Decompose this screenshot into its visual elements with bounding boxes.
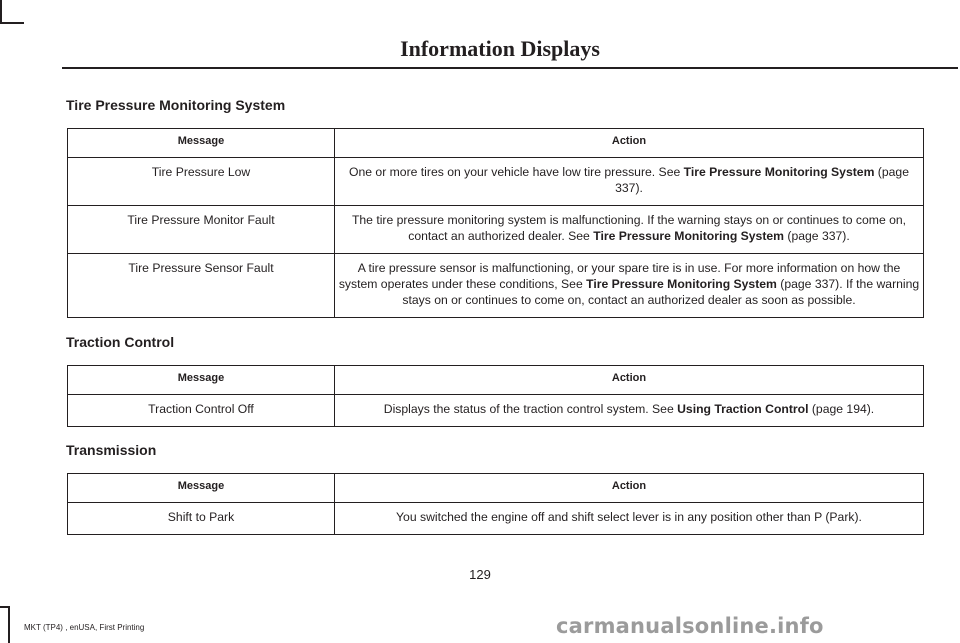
column-header-action: Action [335,129,924,158]
table-row [68,254,924,318]
message-cell: Tire Pressure Low [68,158,335,206]
column-header-message: Message [68,366,335,395]
crop-mark-bottom-left-v [8,606,10,643]
message-cell: Traction Control Off [68,395,335,427]
watermark-text: carmanualsonline.info [556,614,824,638]
section-title-tpms: Tire Pressure Monitoring System [66,97,286,113]
traction-table [67,365,924,427]
message-cell: Tire Pressure Sensor Fault [68,254,335,318]
table-row [68,503,924,535]
table-header-row [68,129,924,158]
action-cell: You switched the engine off and shift select lever is in any position other than P (Park). [335,503,924,535]
header-divider [62,67,958,69]
table-header-row [68,366,924,395]
column-header-action: Action [335,366,924,395]
transmission-table [67,473,924,535]
print-info: MKT (TP4) , enUSA, First Printing [24,623,145,632]
message-cell: Tire Pressure Monitor Fault [68,206,335,254]
section-title-traction: Traction Control [66,334,175,350]
table-row [68,158,924,206]
page-title: Information Displays [400,36,600,61]
column-header-message: Message [68,474,335,503]
section-title-transmission: Transmission [66,442,157,458]
table-row [68,395,924,427]
table-row [68,206,924,254]
cross-reference: Tire Pressure Monitoring System [586,277,777,291]
action-cell: Displays the status of the traction control system. See Using Traction Control (page 194). [335,395,924,427]
tpms-table [67,128,924,318]
action-cell: The tire pressure monitoring system is malfunctioning. If the warning stays on or continues to come on, contact an authorized dealer. See Tire Pressure Monitoring System (page 337). [335,206,924,254]
crop-mark-top-left-h [0,22,24,24]
crop-mark-bottom-left-h [0,606,10,608]
message-cell: Shift to Park [68,503,335,535]
cross-reference: Tire Pressure Monitoring System [593,229,785,243]
column-header-message: Message [68,129,335,158]
column-header-action: Action [335,474,924,503]
crop-mark-top-left-v [0,0,2,24]
cross-reference: Tire Pressure Monitoring System [683,165,875,179]
table-header-row [68,474,924,503]
cross-reference: Using Traction Control [677,402,809,416]
action-cell: A tire pressure sensor is malfunctioning, or your spare tire is in use. For more information on how the system operates under these conditions, See Tire Pressure Monitoring System (page 337). If the warning stays on or continues to come on, contact an authorized dealer as soon as possible. [335,254,924,318]
action-cell: One or more tires on your vehicle have low tire pressure. See Tire Pressure Monitoring System (page 337). [335,158,924,206]
page-number: 129 [469,567,491,582]
